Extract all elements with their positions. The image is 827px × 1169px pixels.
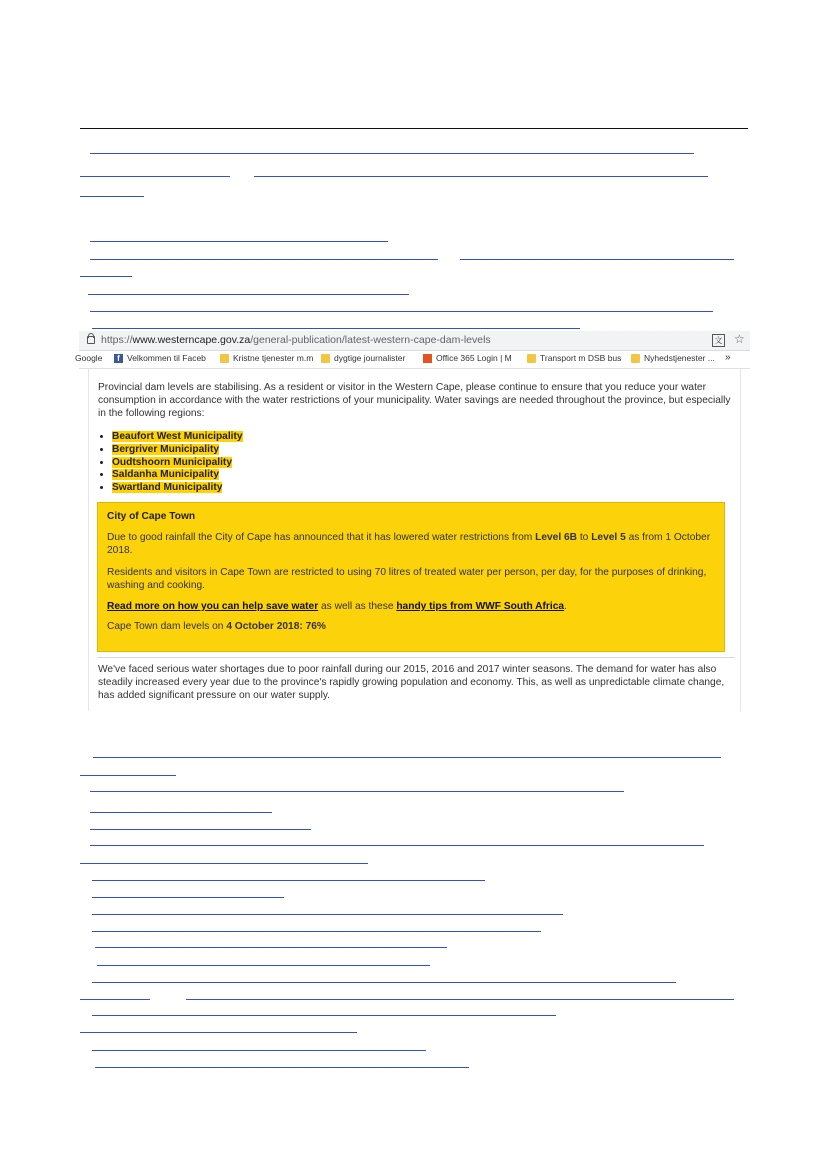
hyperlink[interactable] — [90, 829, 311, 830]
url-scheme: https:// — [101, 334, 133, 346]
hyperlink[interactable] — [80, 276, 132, 277]
hyperlink[interactable] — [95, 947, 447, 948]
list-item: • Oudtshoorn Municipality — [112, 457, 243, 470]
hyperlink[interactable] — [92, 1050, 426, 1051]
hyperlink[interactable] — [80, 999, 150, 1000]
bookmark-folder[interactable] — [321, 353, 405, 363]
alert-restrictions-text: Due to good rainfall the City of Cape has announced that it has lowered water restrictions from Level 6B to Level 5 as from 1 October 2018. — [107, 532, 711, 556]
bookmark-folder[interactable] — [631, 353, 715, 363]
hyperlink[interactable] — [80, 863, 368, 864]
url-host: www.westerncape.gov.za — [132, 334, 251, 346]
lock-icon — [87, 336, 95, 344]
list-item: • Beaufort West Municipality — [112, 431, 243, 444]
bookmarks-more-icon[interactable]: » — [725, 352, 731, 363]
translate-icon[interactable]: 文 — [712, 334, 725, 347]
hyperlink[interactable] — [90, 791, 624, 792]
hyperlink[interactable] — [92, 931, 541, 932]
page-content — [88, 369, 741, 711]
address-bar[interactable] — [79, 331, 750, 351]
list-item: • Bergriver Municipality — [112, 444, 243, 457]
alert-usage-text: Residents and visitors in Cape Town are restricted to using 70 litres of treated water per person, per day, for the purposes of drinking, washing and cooking. — [107, 567, 707, 591]
hyperlink[interactable] — [88, 294, 409, 295]
bookmark-facebook[interactable] — [114, 353, 206, 363]
cape-town-alert-box — [97, 502, 725, 652]
hyperlink[interactable] — [92, 1015, 556, 1016]
url-path: /general-publication/latest-western-cape-dam-levels — [250, 334, 491, 346]
hyperlink[interactable] — [92, 982, 676, 983]
bookmark-label: Office 365 Login | M — [436, 353, 512, 363]
list-item: • Swartland Municipality — [112, 482, 243, 495]
hyperlink[interactable] — [90, 259, 438, 260]
hyperlink[interactable] — [80, 196, 144, 197]
alert-title: City of Cape Town — [107, 511, 196, 522]
folder-icon — [220, 354, 229, 363]
browser-screenshot — [75, 331, 750, 711]
hyperlink[interactable] — [254, 176, 708, 177]
folder-icon — [527, 354, 536, 363]
section-divider — [97, 657, 735, 658]
bookmark-label: Kristne tjenester m.m — [233, 353, 314, 363]
hyperlink[interactable] — [92, 880, 485, 881]
alert-links-text: Read more on how you can help save water as well as these handy tips from WWF South Africa. — [107, 601, 567, 612]
hyperlink[interactable] — [90, 845, 704, 846]
bookmark-office[interactable] — [423, 353, 512, 363]
wwf-tips-link[interactable]: handy tips from WWF South Africa — [396, 601, 565, 612]
dam-level-text: Cape Town dam levels on 4 October 2018: 76% — [107, 621, 326, 632]
hyperlink[interactable] — [90, 153, 694, 154]
folder-icon — [321, 354, 330, 363]
bookmark-folder[interactable] — [527, 353, 621, 363]
office-icon — [423, 354, 432, 363]
hyperlink[interactable] — [92, 914, 563, 915]
hyperlink[interactable] — [90, 812, 272, 813]
bookmark-label: Velkommen til Faceb — [127, 353, 206, 363]
hyperlink[interactable] — [97, 965, 430, 966]
url-text[interactable] — [101, 334, 491, 346]
bookmark-label: Transport m DSB bus — [540, 353, 622, 363]
star-icon[interactable]: ☆ — [734, 332, 745, 346]
hyperlink[interactable] — [92, 328, 580, 329]
facebook-icon: f — [114, 354, 123, 363]
hyperlink[interactable] — [80, 1032, 357, 1033]
regions-list — [98, 431, 243, 495]
list-item: • Saldanha Municipality — [112, 469, 243, 482]
water-shortage-paragraph: We've faced serious water shortages due to poor rainfall during our 2015, 2016 and 2017 winter seasons. The demand for water has also steadily increased every year due to the province's rapidly growing population and economy. This, as well as unpredictable climate change, has added significant pressure on our water supply. — [98, 664, 725, 701]
hyperlink[interactable] — [80, 176, 230, 177]
folder-icon — [631, 354, 640, 363]
bookmark-label: dygtige journalister — [334, 353, 406, 363]
bookmark-label: Google — [75, 353, 103, 363]
bookmark-folder[interactable] — [220, 353, 313, 363]
intro-paragraph: Provincial dam levels are stabilising. As a resident or visitor in the Western Cape, please continue to ensure that you reduce your water consumption in accordance with the water restrictions of your municipality. Water savings are needed throughout the province, but especially in the following regions: — [98, 382, 731, 419]
hyperlink[interactable] — [186, 999, 734, 1000]
hyperlink[interactable] — [460, 259, 734, 260]
hyperlink[interactable] — [95, 1067, 469, 1068]
bookmark-label: Nyhedstjenester ... — [644, 353, 715, 363]
hyperlink[interactable] — [92, 897, 284, 898]
bookmark-google[interactable] — [75, 353, 102, 363]
hyperlink[interactable] — [93, 757, 721, 758]
bookmarks-bar — [75, 351, 750, 369]
save-water-link[interactable]: Read more on how you can help save water — [107, 601, 319, 612]
hyperlink[interactable] — [90, 311, 713, 312]
page-rule — [80, 128, 748, 129]
hyperlink[interactable] — [90, 241, 388, 242]
hyperlink[interactable] — [80, 775, 176, 776]
